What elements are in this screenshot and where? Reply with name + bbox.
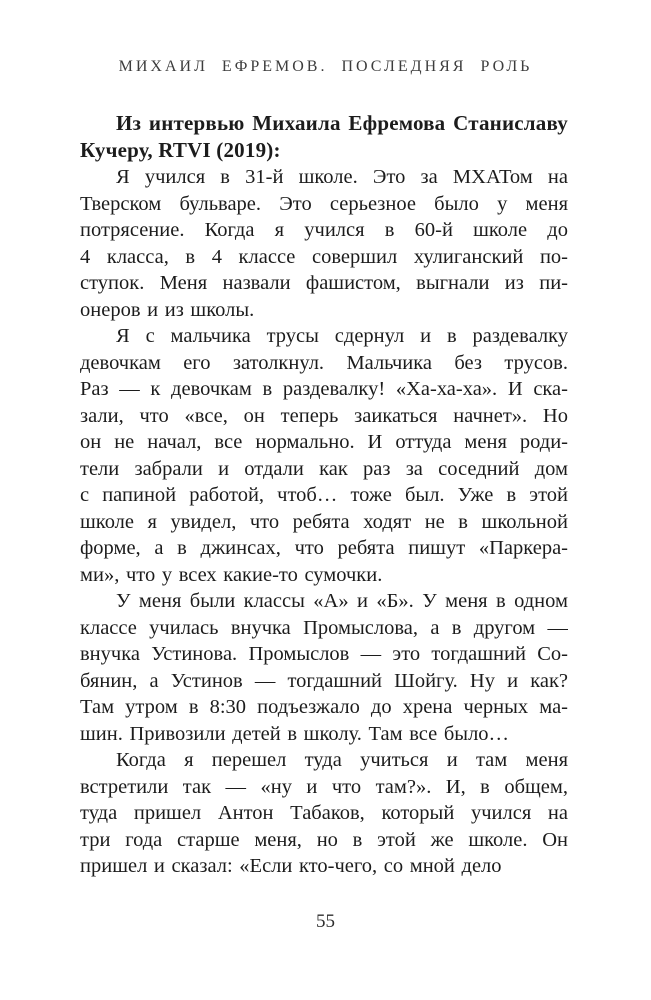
text-line: ступок. Меня назвали фашистом, выгнали из пи- [80, 272, 568, 294]
text-line: туда пришел Антон Табаков, который учился на [80, 802, 568, 824]
text-line: зали, что «все, он теперь заикаться начнет». Но [80, 404, 568, 427]
text-block [80, 110, 568, 880]
paragraph [80, 164, 568, 323]
interview-heading [80, 110, 568, 164]
text-line: с папиной работой, чтоб… тоже был. Уже в этой [80, 484, 568, 506]
paragraph [80, 747, 568, 880]
text-line: шин. Привозили детей в школу. Там все было… [80, 722, 510, 745]
paragraph [80, 588, 568, 747]
text-line: онеров и из школы. [80, 298, 255, 321]
text-line: Я учился в 31-й школе. Это за МХАТом на [116, 166, 568, 188]
page-number: 55 [316, 911, 335, 932]
text-line: 4 класса, в 4 классе совершил хулиганский по- [80, 245, 568, 268]
text-line: Я с мальчика трусы сдернул и в раздевалку [116, 325, 568, 347]
body-paragraphs [80, 164, 568, 880]
text-line: внучка Устинова. Промыслов — это тогдашний Со- [80, 643, 568, 665]
text-line: Из интервью Михаила Ефремова Станиславу [116, 111, 568, 135]
text-line: пришел и сказал: «Если кто-чего, со мной дело [80, 855, 502, 877]
text-line: форме, а в джинсах, что ребята пишут «Паркера- [80, 537, 568, 559]
text-line: ми», что у всех какие-то сумочки. [80, 563, 383, 586]
text-line: потрясение. Когда я учился в 60-й школе до [80, 219, 568, 241]
text-line: школе я увидел, что ребята ходят не в школьной [80, 510, 568, 533]
running-head: МИХАИЛ ЕФРЕМОВ. ПОСЛЕДНЯЯ РОЛЬ [118, 58, 533, 75]
text-line: встретили так — «ну и что там?». И, в общем, [80, 775, 568, 798]
text-line: бянин, а Устинов — тогдашний Шойгу. Ну и как? [80, 669, 568, 692]
text-line: Тверском бульваре. Это серьезное было у меня [80, 192, 568, 215]
text-line: У меня были классы «А» и «Б». У меня в одном [116, 590, 568, 612]
text-line: девочкам его затолкнул. Мальчика без трусов. [80, 351, 568, 374]
text-line: Когда я перешел туда учиться и там меня [116, 749, 568, 771]
text-line: три года старше меня, но в этой же школе. Он [80, 828, 568, 851]
text-line: Кучеру, RTVI (2019): [80, 138, 281, 162]
text-line: классе училась внучка Промыслова, а в другом — [80, 616, 568, 639]
paragraph [80, 323, 568, 588]
text-line: тели забрали и отдали как раз за соседний дом [80, 457, 568, 480]
text-line: он не начал, все нормально. И оттуда меня роди- [80, 431, 568, 453]
text-line: Раз — к девочкам в раздевалку! «Ха-ха-ха». И ска- [80, 378, 568, 400]
text-line: Там утром в 8:30 подъезжало до хрена черных ма- [80, 696, 568, 718]
